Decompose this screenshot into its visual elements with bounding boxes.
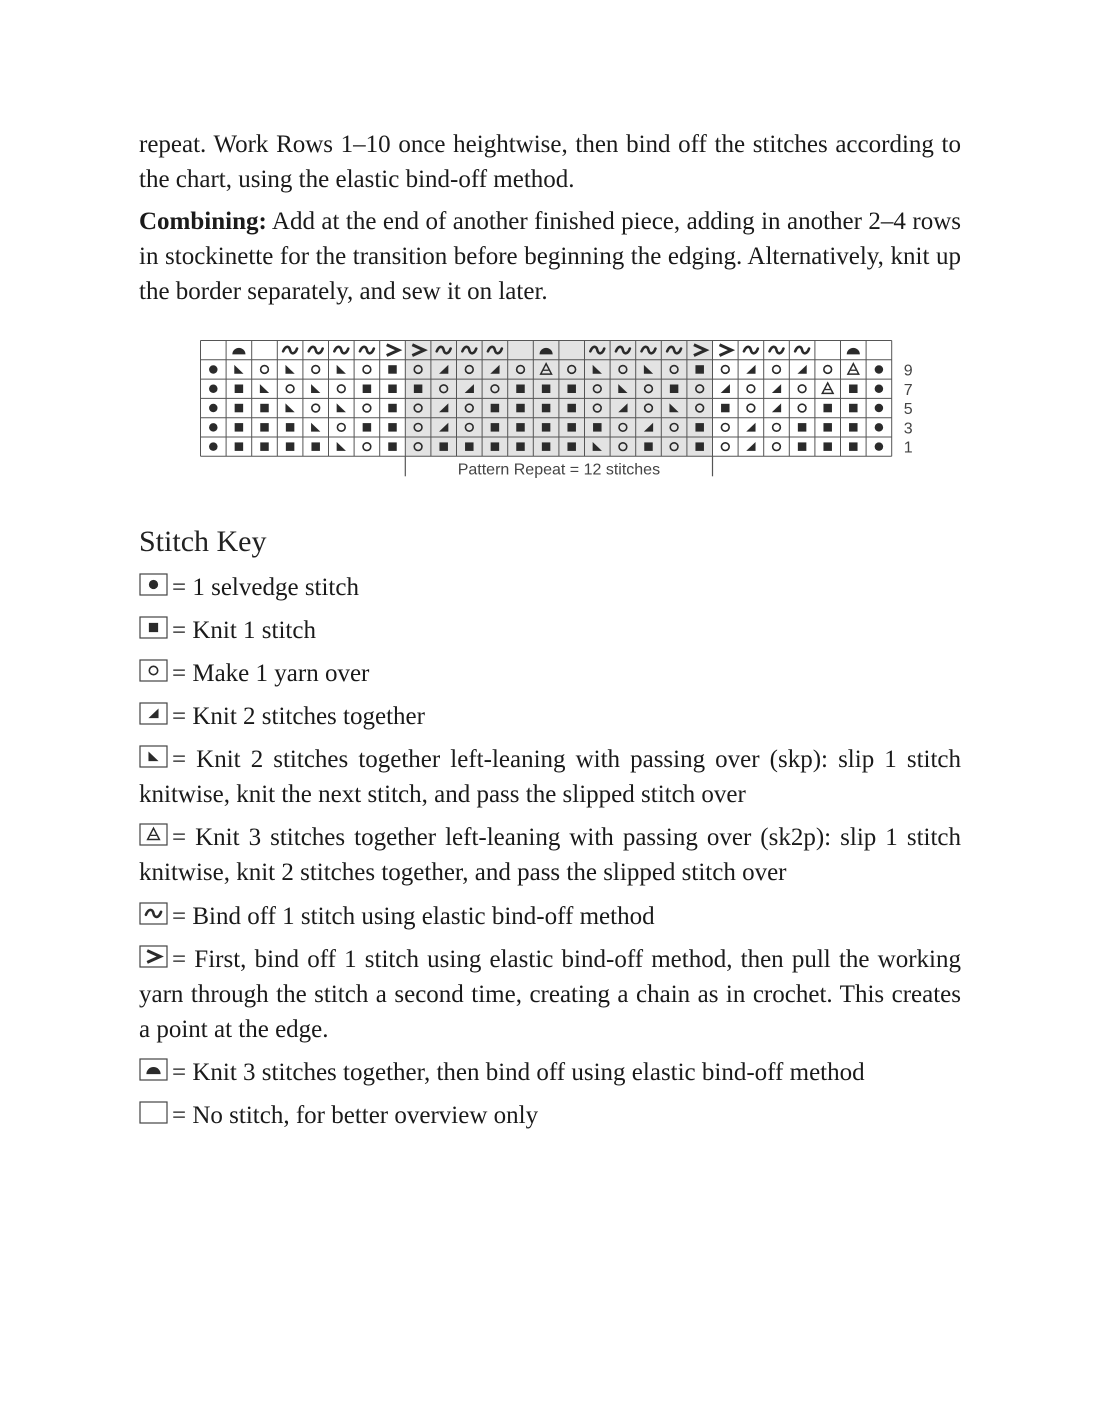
chart-cell-k3tog-bind-off [847,348,860,355]
chart-cell-knit [363,385,371,393]
chart-cell-yarn-over [824,366,832,374]
chart-cell-k3tog-bind-off [232,348,245,355]
key-item-skp [139,742,961,812]
chart-cell-knit [721,404,729,412]
chart-cell-bind-off [770,347,784,353]
key-item-k2tog [139,699,961,734]
chart-cell-knit [516,385,524,393]
chart-cell-yarn-over [312,404,320,412]
chart-cell-bind-off [360,347,374,353]
chart-cell-knit [849,442,857,450]
chart-cell-knit [260,442,268,450]
yarn-over-symbol-icon [139,659,168,682]
chart-cell-yarn-over [363,366,371,374]
knitting-chart [199,339,919,484]
chart-cell-sk2p [822,383,833,393]
skp-symbol-icon [139,745,168,768]
chart-cell-selvedge [209,404,217,412]
sk2p-symbol-icon [139,823,168,846]
chart-cell-selvedge [209,365,217,373]
key-text: = No stitch, for better overview only [172,1102,539,1129]
chart-cell-yarn-over [798,385,806,393]
chart-cell-knit [849,385,857,393]
chart-cell-knit [567,404,575,412]
chart-cell-knit [798,423,806,431]
no-stitch-symbol-icon [139,1101,168,1124]
chart-cell-knit [542,385,550,393]
chart-cell-knit [644,442,652,450]
row-number-label: 9 [903,362,913,380]
combining-label: Combining: [139,208,267,235]
chart-cell-k2tog [797,365,806,374]
chart-cell-knit [491,423,499,431]
key-text: = Knit 3 stitches together left-leaning with passing over (sk2p): slip 1 stitch knitwise, knit 2 stitches together, and pass the slipped stitch over [139,824,961,886]
chart-cell-yarn-over [721,443,729,451]
chart-cell-knit [439,442,447,450]
chart-cell-knit [567,385,575,393]
chart-cell-knit [516,404,524,412]
chart-cell-bind-off [283,347,297,353]
knit-symbol-icon [139,616,168,639]
chart-cell-knit [798,442,806,450]
combining-paragraph [139,204,961,309]
chart-cell-yarn-over [721,366,729,374]
chart-cell-k2tog [746,442,755,451]
key-text: = Knit 2 stitches together [172,703,425,730]
chart-cell-bind-off [309,347,323,353]
chart-cell-skp [337,403,346,412]
chart-cell-yarn-over [312,366,320,374]
chart-cell-knit [388,423,396,431]
chart-cell-k2tog [772,403,781,412]
chart-cell-knit [823,423,831,431]
key-text: = Knit 3 stitches together, then bind off using elastic bind-off method [172,1059,865,1086]
chart-grid [199,339,919,484]
chart-cell-yarn-over [773,423,781,431]
chain-bind-off-symbol-icon [139,945,168,968]
bind-off-symbol-icon [139,902,168,925]
k2tog-symbol-icon [139,702,168,725]
chart-cell-yarn-over [363,443,371,451]
chart-cell-k2tog [746,365,755,374]
key-text: = Knit 1 stitch [172,617,316,644]
chart-cell-knit [849,404,857,412]
chart-cell-skp [337,365,346,374]
chart-cell-knit [311,442,319,450]
chart-cell-knit [542,404,550,412]
chart-cell-knit [388,365,396,373]
chart-cell-bind-off [744,347,758,353]
chart-cell-skp [260,384,269,393]
chart-cell-knit [260,404,268,412]
key-text: = First, bind off 1 stitch using elastic bind-off method, then pull the working yarn through the stitch a second time, creating a chain as in crochet. This creates a point at the edge. [139,946,961,1043]
key-item-no-stitch [139,1098,961,1133]
row-number-label: 1 [903,439,913,457]
chart-cell-knit [286,423,294,431]
key-item-chain-bind-off [139,942,961,1047]
chart-cell-chain-bind-off [387,345,399,356]
chart-cell-selvedge [875,365,883,373]
chart-cell-selvedge [209,385,217,393]
chart-cell-knit [542,442,550,450]
chart-cell-knit [363,423,371,431]
chart-cell-skp [285,403,294,412]
chart-cell-knit [465,442,473,450]
pattern-repeat-label: Pattern Repeat = 12 stitches [457,461,661,479]
chart-cell-knit [388,442,396,450]
chart-cell-skp [337,442,346,451]
key-item-selvedge [139,570,961,605]
key-text: = Bind off 1 stitch using elastic bind-off method [172,903,655,930]
row-number-label: 7 [903,381,913,399]
chart-cell-knit [235,404,243,412]
chart-cell-knit [491,442,499,450]
chart-cell-knit [260,423,268,431]
key-text: = Knit 2 stitches together left-leaning with passing over (skp): slip 1 stitch knitwise, knit the next stitch, and pass the slipped stitch over [139,746,961,808]
chart-cell-bind-off [334,347,348,353]
k3tog-bind-off-symbol-icon [139,1058,168,1081]
chart-cell-yarn-over [363,404,371,412]
chart-cell-knit [414,385,422,393]
chart-cell-yarn-over [261,366,269,374]
chart-cell-sk2p [848,364,859,374]
chart-cell-knit [235,385,243,393]
chart-cell-knit [849,423,857,431]
chart-cell-knit [567,442,575,450]
chart-cell-selvedge [209,423,217,431]
stitch-key-title: Stitch Key [139,525,267,558]
body-text [139,127,961,309]
chart-cell-yarn-over [773,443,781,451]
chart-cell-yarn-over [337,385,345,393]
chart-cell-skp [285,365,294,374]
chart-cell-knit [235,442,243,450]
chart-cell-knit [491,404,499,412]
chart-cell-selvedge [209,442,217,450]
chart-cell-knit [695,423,703,431]
row-number-label: 3 [903,420,913,438]
chart-cell-yarn-over [721,423,729,431]
chart-cell-k2tog [772,384,781,393]
chart-cell-selvedge [875,404,883,412]
chart-cell-skp [311,423,320,432]
key-item-yarn-over [139,656,961,691]
chart-cell-k2tog [721,384,730,393]
key-text: = Make 1 yarn over [172,660,370,687]
chart-cell-bind-off [795,347,809,353]
chart-cell-yarn-over [286,385,294,393]
chart-cell-knit [670,385,678,393]
chart-cell-yarn-over [773,366,781,374]
chart-cell-yarn-over [337,423,345,431]
chart-cell-knit [235,423,243,431]
key-item-bind-off [139,899,961,934]
chart-cell-yarn-over [747,404,755,412]
chart-cell-yarn-over [798,404,806,412]
chart-cell-knit [516,423,524,431]
chart-cell-chain-bind-off [720,345,732,356]
chart-cell-selvedge [875,442,883,450]
key-item-k3tog-bind-off [139,1055,961,1090]
chart-cell-knit [388,404,396,412]
combining-text: Add at the end of another finished piece, adding in another 2–4 rows in stockinette for the transition before beginning the edging. Alternatively, knit up the border separately, and sew it on later. [139,208,961,305]
selvedge-symbol-icon [139,573,168,596]
chart-cell-selvedge [875,423,883,431]
chart-cell-knit [567,423,575,431]
chart-cell-knit [516,442,524,450]
key-item-sk2p [139,820,961,890]
chart-cell-knit [695,442,703,450]
chart-cell-k2tog [746,423,755,432]
intro-paragraph: repeat. Work Rows 1–10 once heightwise, then bind off the stitches according to the chart, using the elastic bind-off method. [139,131,961,193]
chart-cell-skp [234,365,243,374]
chart-cell-knit [823,404,831,412]
chart-cell-skp [311,384,320,393]
chart-cell-knit [823,442,831,450]
chart-cell-knit [542,423,550,431]
chart-cell-knit [388,385,396,393]
key-item-knit [139,613,961,648]
key-text: = 1 selvedge stitch [172,574,359,601]
row-number-label: 5 [903,401,913,419]
chart-cell-knit [593,423,601,431]
chart-cell-knit [286,442,294,450]
chart-cell-yarn-over [747,385,755,393]
chart-cell-selvedge [875,385,883,393]
chart-cell-knit [695,365,703,373]
